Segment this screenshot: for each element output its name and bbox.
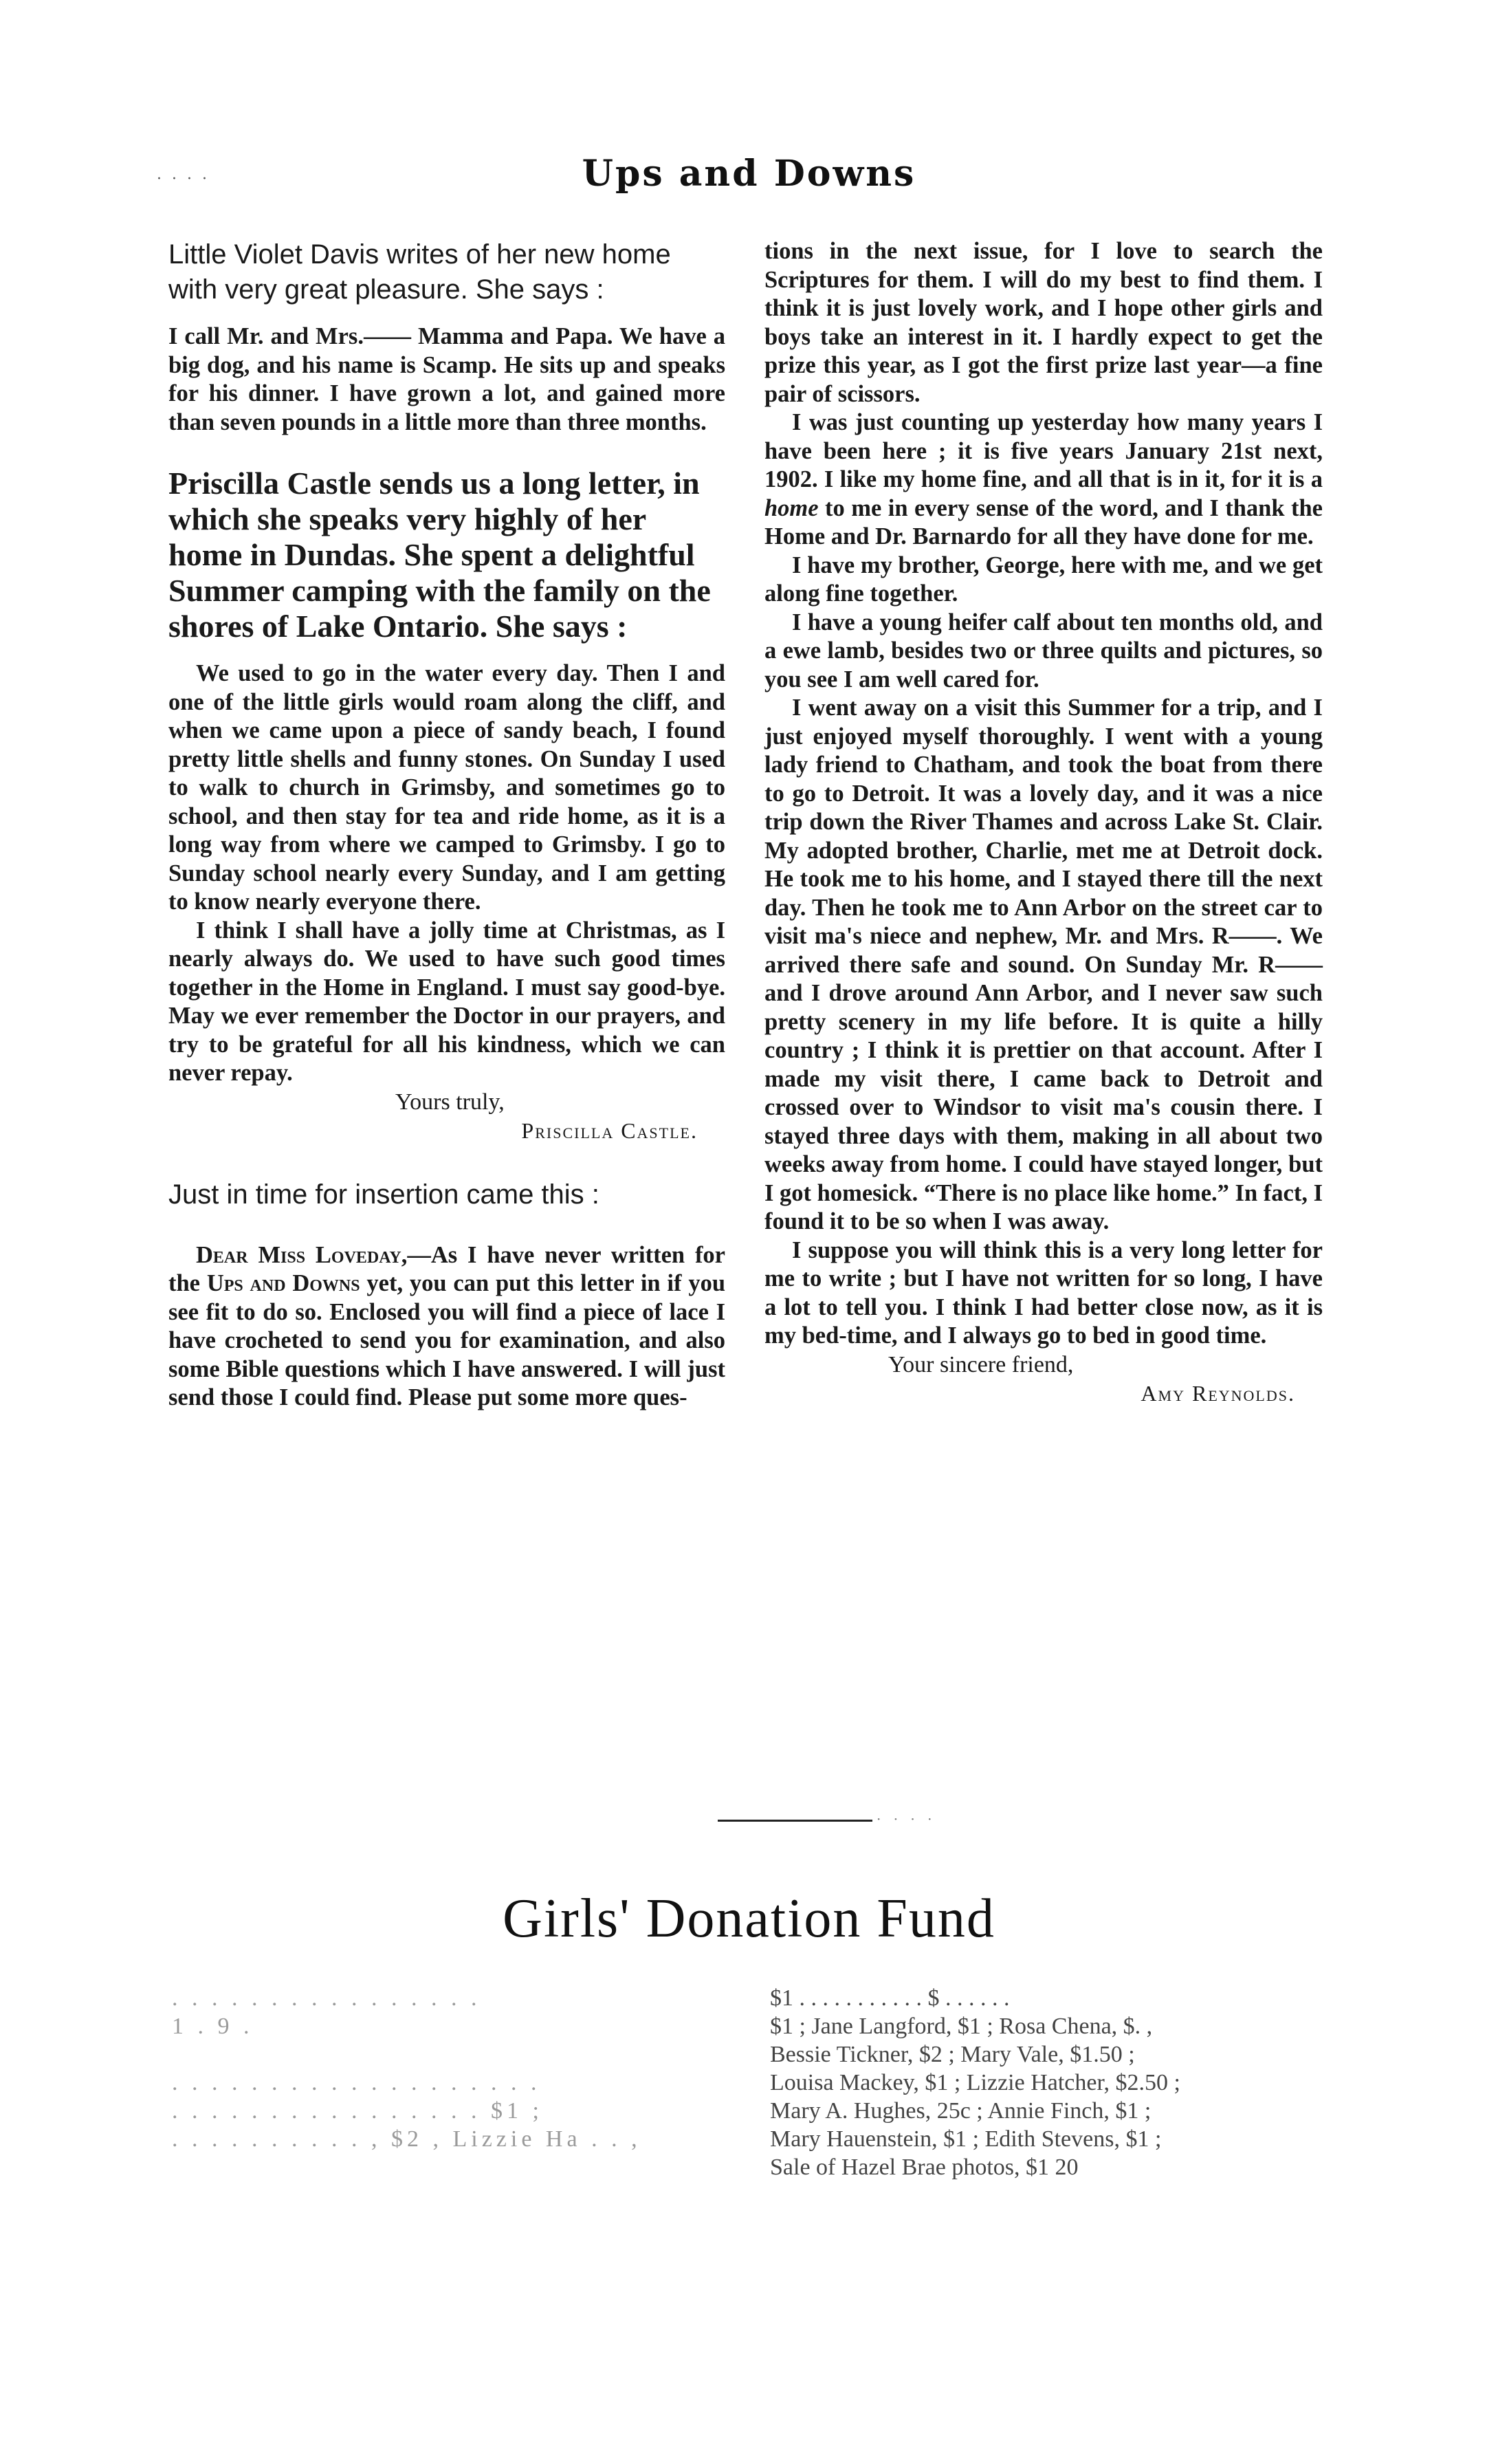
fund-left-line: . . . . . . . . . . . . . . . . $1 ; [172, 2098, 543, 2124]
left-column [168, 237, 725, 1413]
amy-paragraph-1-continued: tions in the next issue, for I love to search the Scriptures for them. I will do my best to find them. I think it is just lovely work, and I hope other girls and boys take an interest in it. I hardly expect to get the prize this year, as I got the first prize last year—a fine pair of scissors. [764, 238, 1323, 407]
amy-paragraph-1 [168, 1241, 725, 1413]
fund-left-line: . . . . . . . . . . , $2 , Lizzie Ha . . , [172, 2126, 641, 2152]
violet-intro: Little Violet Davis writes of her new home with very great pleasure. She says : [168, 239, 671, 305]
fund-right-line: $1 . . . . . . . . . . . $ . . . . . . [770, 1985, 1010, 2011]
amy-paragraph-5: I went away on a visit this Summer for a trip, and I just enjoyed myself thoroughly. I went with a young lady friend to Chatham, and took the boat from there to go to Detroit. It was a lovely day, and it was a nice trip down the River Thames and across Lake St. Clair. My adopted brother, Charlie, met me at Detroit dock. He took me to his home, and I stayed there till the next day. Then he took me to Ann Arbor on the street car to visit ma's niece and nephew, Mr. and Mrs. R——. We arrived there safe and sound. On Sunday Mr. R—— and I drove around Ann Arbor, and I never saw such pretty scenery in my life before. It is quite a hilly country ; I think it is prettier on that account. After I made my visit there, I came back to Detroit and crossed over to Windsor to visit ma's cousin there. I stayed three days with them, making in all about two weeks away from home. I could have stayed longer, but I got homesick. “There is no place like home.” In fact, I found it to be so when I was away. [764, 695, 1323, 1234]
section-divider [718, 1820, 872, 1822]
amy-paragraph-6: I suppose you will think this is a very long letter for me to write ; but I have not written for so long, I have a lot to tell you. I think I had better close now, as it is my bed-time, and I always go to bed in good time. [764, 1236, 1323, 1349]
amy-p1-b: yet, you can put this letter in if you see fit to do so. Enclosed you will find a piece of lace I have crocheted to send you for examination, and also some Bible questions which I have answered. I will just send those I could find. Please put some more ques- [168, 1270, 726, 1410]
fund-right-line: Bessie Tickner, $2 ; Mary Vale, $1.50 ; [770, 2042, 1135, 2067]
priscilla-closing: Yours truly, [395, 1089, 505, 1115]
fund-left-column [172, 1984, 722, 2153]
fund-right-line: Mary A. Hughes, 25c ; Annie Finch, $1 ; [770, 2098, 1152, 2124]
amy-paragraph-4: I have a young heifer calf about ten months old, and a ewe lamb, besides two or three quilts and pictures, so you see I am well cared for. [764, 609, 1323, 693]
fund-right-line: Mary Hauenstein, $1 ; Edith Stevens, $1 ; [770, 2126, 1162, 2152]
fund-left-line [172, 2040, 722, 2069]
priscilla-paragraph-1: We used to go in the water every day. Then I and one of the little girls would roam along the cliff, and when we came upon a piece of sandy beach, I found pretty little shells and funny stones. On Sunday I used to walk to church in Grimsby, and sometimes go to school, and then stay for tea and ride home, as it is a long way from where we camped to Grimsby. I go to Sunday school nearly every Sunday, and I am getting to know nearly everyone there. [168, 660, 725, 915]
insertion-intro: Just in time for insertion came this : [168, 1179, 599, 1210]
amy-p2-home: home [764, 494, 819, 521]
amy-closing: Your sincere friend, [888, 1351, 1074, 1377]
fund-right-column [770, 1984, 1320, 2181]
fund-right-line: $1 ; Jane Langford, $1 ; Rosa Chena, $. , [770, 2014, 1153, 2039]
fund-left-line: . . . . . . . . . . . . . . . . . . . [172, 2070, 541, 2095]
page-header: Ups and Downs [582, 153, 916, 195]
priscilla-signature: Priscilla Castle. [521, 1117, 698, 1143]
fund-title: Girls' Donation Fund [503, 1888, 995, 1949]
amy-signature: Amy Reynolds. [1141, 1380, 1295, 1406]
page-mark: · · · · [157, 171, 210, 188]
amy-paragraph-3: I have my brother, George, here with me, and we get along fine together. [764, 552, 1323, 607]
amy-p1-a: —As I have never written for the [168, 1241, 725, 1296]
section-divider-dots: · · · · [877, 1811, 936, 1827]
violet-letter: I call Mr. and Mrs.—— Mamma and Papa. We have a big dog, and his name is Scamp. He sits up and speaks for his dinner. I have grown a lot, and gained more than seven pounds in a little more than three months. [168, 323, 725, 435]
magazine-name: Ups and Downs [206, 1270, 360, 1296]
amy-paragraph-2 [764, 408, 1323, 552]
fund-right-line: Sale of Hazel Brae photos, $1 20 [770, 2155, 1079, 2180]
right-column [764, 237, 1323, 1407]
priscilla-intro: Priscilla Castle sends us a long letter, in which she speaks very highly of her home in Dundas. She spent a delightful Summer camping with the family on the shores of Lake Ontario. She says : [168, 466, 711, 644]
fund-right-line: Louisa Mackey, $1 ; Lizzie Hatcher, $2.50 ; [770, 2070, 1180, 2095]
fund-left-line: 1 . 9 . [172, 2014, 254, 2039]
amy-salutation: Dear Miss Loveday, [196, 1241, 408, 1268]
amy-p2-a: I was just counting up yesterday how many years I have been here ; it is five years January 21st next, 1902. I like my home fine, and all that is in it, for it is a [764, 409, 1323, 492]
priscilla-paragraph-2: I think I shall have a jolly time at Christmas, as I nearly always do. We used to have such good times together in the Home in England. I must say good-bye. May we ever remember the Doctor in our prayers, and try to be grateful for all his kindness, which we can never repay. [168, 917, 725, 1086]
amy-p2-b: to me in every sense of the word, and I thank the Home and Dr. Barnardo for all they have done for me. [764, 494, 1323, 549]
fund-left-line: . . . . . . . . . . . . . . . . [172, 1985, 481, 2011]
